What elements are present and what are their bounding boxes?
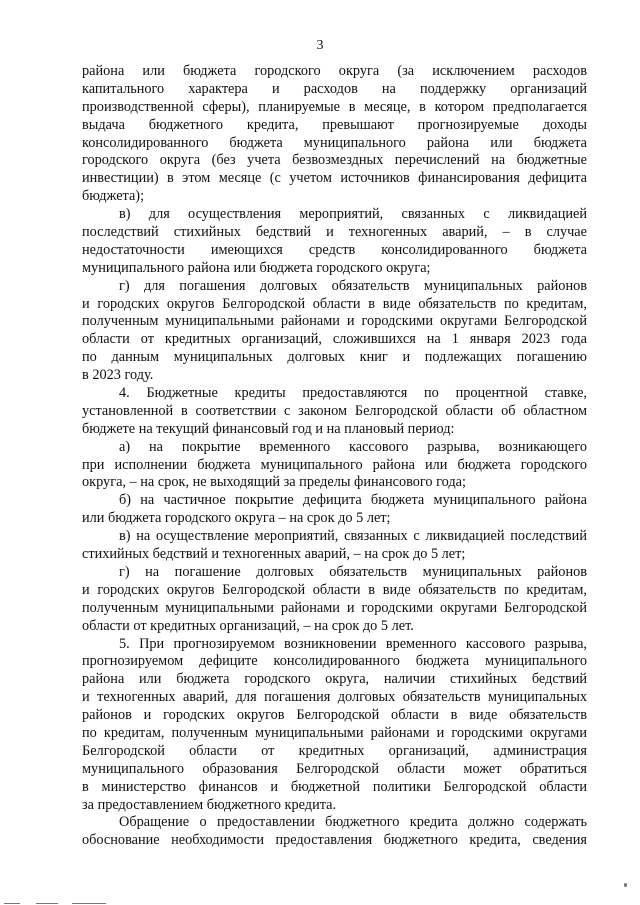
text-line: по данным муниципальных долговых книг и подлежащих погашению [82,349,587,366]
text-line: г) на погашение долговых обязательств муниципальных районов [119,563,587,580]
text-line: Белгородской области от кредитных организаций, администрация [82,742,587,759]
text-line: муниципального района или бюджета городского округа; [82,259,431,276]
text-line: инвестиции) в этом месяце (с учетом источников финансирования дефицита [82,170,587,187]
scan-artifact [4,903,20,904]
text-line: в) на осуществление мероприятий, связанных с ликвидацией последствий [119,528,587,545]
text-line: полученным муниципальными районами и городскими округами Белгородской [82,599,587,616]
scan-artifact [624,883,627,887]
text-line: полученным муниципальными районами и городскими округами Белгородской [82,313,587,330]
text-line: производственной сферы), планируемые в месяце, в котором предполагается [82,98,587,115]
text-line: г) для погашения долговых обязательств муниципальных районов [119,277,587,294]
text-line: и городских округов Белгородской области в виде обязательств по кредитам, [82,581,587,598]
text-line: по кредитам, полученным муниципальными районами и городскими округами [82,724,587,741]
scan-artifact [36,903,58,904]
text-line: стихийных бедствий и техногенных аварий, – на срок до 5 лет; [82,546,466,563]
page-number: 3 [316,38,324,53]
text-line: области от кредитных организаций, сложившихся на 1 января 2023 года [82,331,587,348]
text-line: б) на частичное покрытие дефицита бюджета муниципального района [119,492,587,509]
text-line: муниципального образования Белгородской области может обратиться [82,760,587,777]
document-body [82,63,587,850]
text-line: 4. Бюджетные кредиты предоставляются по процентной ставке, [119,385,587,402]
text-line: районов и городских округов Белгородской области в виде обязательств [82,707,587,724]
text-line: района или бюджета городского округа, наличии стихийных бедствий [82,671,587,688]
text-line: выдача бюджетного кредита, превышают прогнозируемые доходы [82,116,587,133]
text-line: последствий стихийных бедствий и техногенных аварий, – в случае [82,224,587,241]
text-line: при исполнении бюджета муниципального района или бюджета городского [82,456,587,473]
text-line: в министерство финансов и бюджетной политики Белгородской области [82,778,587,795]
text-line: капитального характера и расходов на поддержку организаций [82,80,587,97]
text-line: в) для осуществления мероприятий, связанных с ликвидацией [119,206,587,223]
text-line: за предоставлением бюджетного кредита. [82,796,337,813]
text-line: Обращение о предоставлении бюджетного кредита должно содержать [119,814,587,831]
text-line: городского округа (без учета безвозмездных перечислений на бюджетные [82,152,587,169]
text-line: 5. При прогнозируемом возникновении временного кассового разрыва, [119,635,587,652]
text-line: и техногенных аварий, для погашения долговых обязательств муниципальных [82,689,587,706]
text-line: недостаточности имеющихся средств консолидированного бюджета [82,241,587,258]
text-line: или бюджета городского округа – на срок до 5 лет; [82,510,391,527]
text-line: района или бюджета городского округа (за исключением расходов [82,63,587,79]
text-line: консолидированного бюджета муниципального района или бюджета [82,134,587,151]
text-line: области от кредитных организаций, – на срок до 5 лет. [82,617,414,634]
text-line: прогнозируемом дефиците консолидированного бюджета муниципального [82,653,587,670]
text-line: установленной в соответствии с законом Белгородской области об областном [82,402,587,419]
text-line: и городских округов Белгородской области в виде обязательств по кредитам, [82,295,587,312]
text-line: обоснование необходимости предоставления бюджетного кредита, сведения [82,832,587,849]
scan-artifact [72,903,106,904]
text-line: бюджета); [82,188,145,205]
text-line: округа, – на срок, не выходящий за пределы финансового года; [82,474,466,491]
text-line: а) на покрытие временного кассового разрыва, возникающего [119,438,587,455]
text-line: в 2023 году. [82,367,154,384]
text-line: бюджете на текущий финансовый год и на плановый период: [82,420,455,437]
